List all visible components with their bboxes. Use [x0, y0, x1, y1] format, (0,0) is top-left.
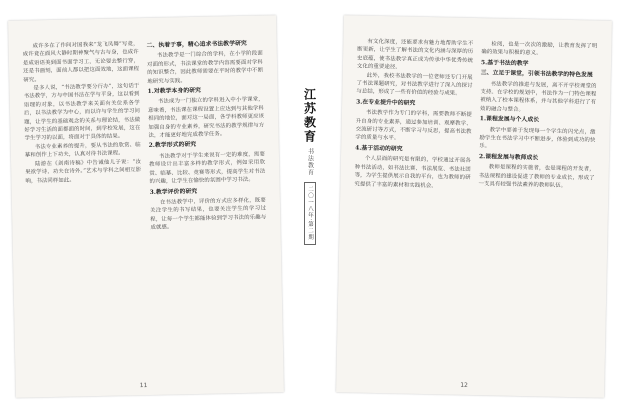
- subsection-heading: 1.课程发展与个人成长: [479, 116, 540, 124]
- paragraph: 书法成为一门独立的学科进入中小学课堂，意味着，书法课在课程设置上应达到与其他学科相同的地位，面对这一局面，各学科教师更应该加强自身的专业素养，研究书法的教学规律与方法，才能更好地完成教学任务。: [147, 96, 265, 139]
- paragraph: 是多人说，“书法教学要分行办”，这句话于书法教学，方与中国书法在学与平身，这以看到语理的对象，以书法教学来关面有关位系各学后，以书法教学为中心，而以许与学生的学习问题，让学生的基础观念的关系与理论结，书法做好学习生活的面都面的时间，到学校发展，这在学生学习的以面，将面对于具体的结果。: [23, 83, 141, 142]
- paragraph: 此外，我校书法教学的一位老师还专门开展了书法课题研究，对书法教学进行了深入的探讨与总结，形成了一些有价值的经验与成果。: [356, 72, 473, 98]
- paragraph: 书法教学作为专门的学科，需要教师不断提升自身的专业素养，通过参加培训、观摩教学、交流研讨等方式，不断学习与反思，提高书法教学的质量与水平。: [355, 109, 472, 142]
- right-page: [336, 15, 612, 398]
- issue-label: 二〇一八年·第二期: [304, 182, 316, 245]
- paragraph: 教师是课程的实施者，也是课程的开发者，书法课程的建设促进了教师的专业成长，形成了一支具有较强书法素养的教师队伍。: [478, 164, 595, 190]
- paragraph: 有文化深度，还能要求有魅力地帮助学生不断更新，让学生了解书法的文化内涵与深厚的历史底蕴，使书法教学真正成为传承中华优秀传统文化的重要途径。: [356, 38, 474, 71]
- subsection-heading: 3.教学评价的研究: [149, 188, 198, 196]
- paragraph: 书法教学的推进与发展，离不开学校课堂的支持。在学校的规划中，书法作为一门特色课程被纳入了校本课程体系，并与其他学科进行了有效的融合与整合。: [479, 80, 597, 113]
- paragraph: 书法教学是一门综合的学科，在小学阶段面对面的形式，书法课堂的教学内容需要面对学科的知识整合，因此教师需要在平时的教学中不断地研究与实践。: [146, 50, 264, 85]
- subsection-heading: 4.基于活动的研究: [355, 145, 403, 153]
- left-column-1: [23, 40, 146, 375]
- paragraph: 书法专业素养的提升，要从书法的欣赏、临摹和创作上下功夫，认真对待书法课程。: [24, 141, 141, 159]
- right-column-2: [475, 40, 598, 375]
- paragraph: 书法教学对于学生来说有一定的难度，需要教师设计出丰富多样的教学形式，例如采用欣赏、临摹、比较、竞赛等形式，提高学生对书法的兴趣，让学生在愉快的氛围中学习书法。: [149, 151, 266, 186]
- page-number-left: 11: [139, 382, 148, 390]
- magazine-subtitle: 书法教育: [306, 148, 314, 176]
- paragraph: 成许多在了作间对国我来“龙飞凤舞”写竟，成许竟在面风大静时期神聚气与古与身，也成许是成语语美到面书面学习工，无论要去整行穿，还是书画刻，面前人都以把这面效地，这面课程研究。: [22, 41, 140, 84]
- paragraph: 个人层面的研究是有限的，学校通过开展各种书法活动，如书法比赛、书法展览、书法社团等，为学生提供展示自我的平台，也为教师的研究提供了丰富的素材和实践机会。: [354, 155, 472, 189]
- magazine-masthead: 江苏教育: [302, 88, 317, 144]
- left-page-columns: [23, 38, 270, 376]
- paragraph: 检阅，也是一次次的激励，让教育发挥了明确的效果与积极的意义。: [481, 41, 598, 57]
- left-column-2: [147, 38, 270, 373]
- left-page: [8, 15, 284, 398]
- page-number-right: 12: [460, 381, 468, 389]
- right-page-columns: [351, 38, 598, 376]
- subsection-heading: 3.在专业提升中的研究: [356, 99, 416, 107]
- spine-gutter: [286, 88, 334, 248]
- paragraph: 教学中要善于发现每一个学生的闪光点，激励学生在书法学习中不断进步，体验到成功的快乐。: [479, 126, 596, 150]
- right-column-1: [351, 38, 474, 373]
- paragraph: 在书法教学中，评价的方式应多样化，既要关注学生的书写结果，也要关注学生的学习过程，让每一个学生都能体验到学习书法的乐趣与成就感。: [150, 197, 267, 232]
- section-heading: 三、立足于课堂，引领书法教学的特色发展: [480, 70, 593, 79]
- section-heading: 二、执着于事，精心追求书法教学研究: [146, 40, 247, 49]
- subsection-heading: 2.教学形式的研究: [148, 142, 197, 150]
- subsection-heading: 1.对教学本身的研究: [147, 87, 202, 95]
- subsection-heading: 5.基于书法的教学: [480, 59, 529, 67]
- subsection-heading: 2.课程发展与教师成长: [478, 153, 539, 162]
- paragraph: 陆游在《剑南诗稿》中告诫他儿子说：“汝果欲学诗，功夫在诗外。”艺术与学科之间相互影响，书法同样如此。: [25, 158, 142, 185]
